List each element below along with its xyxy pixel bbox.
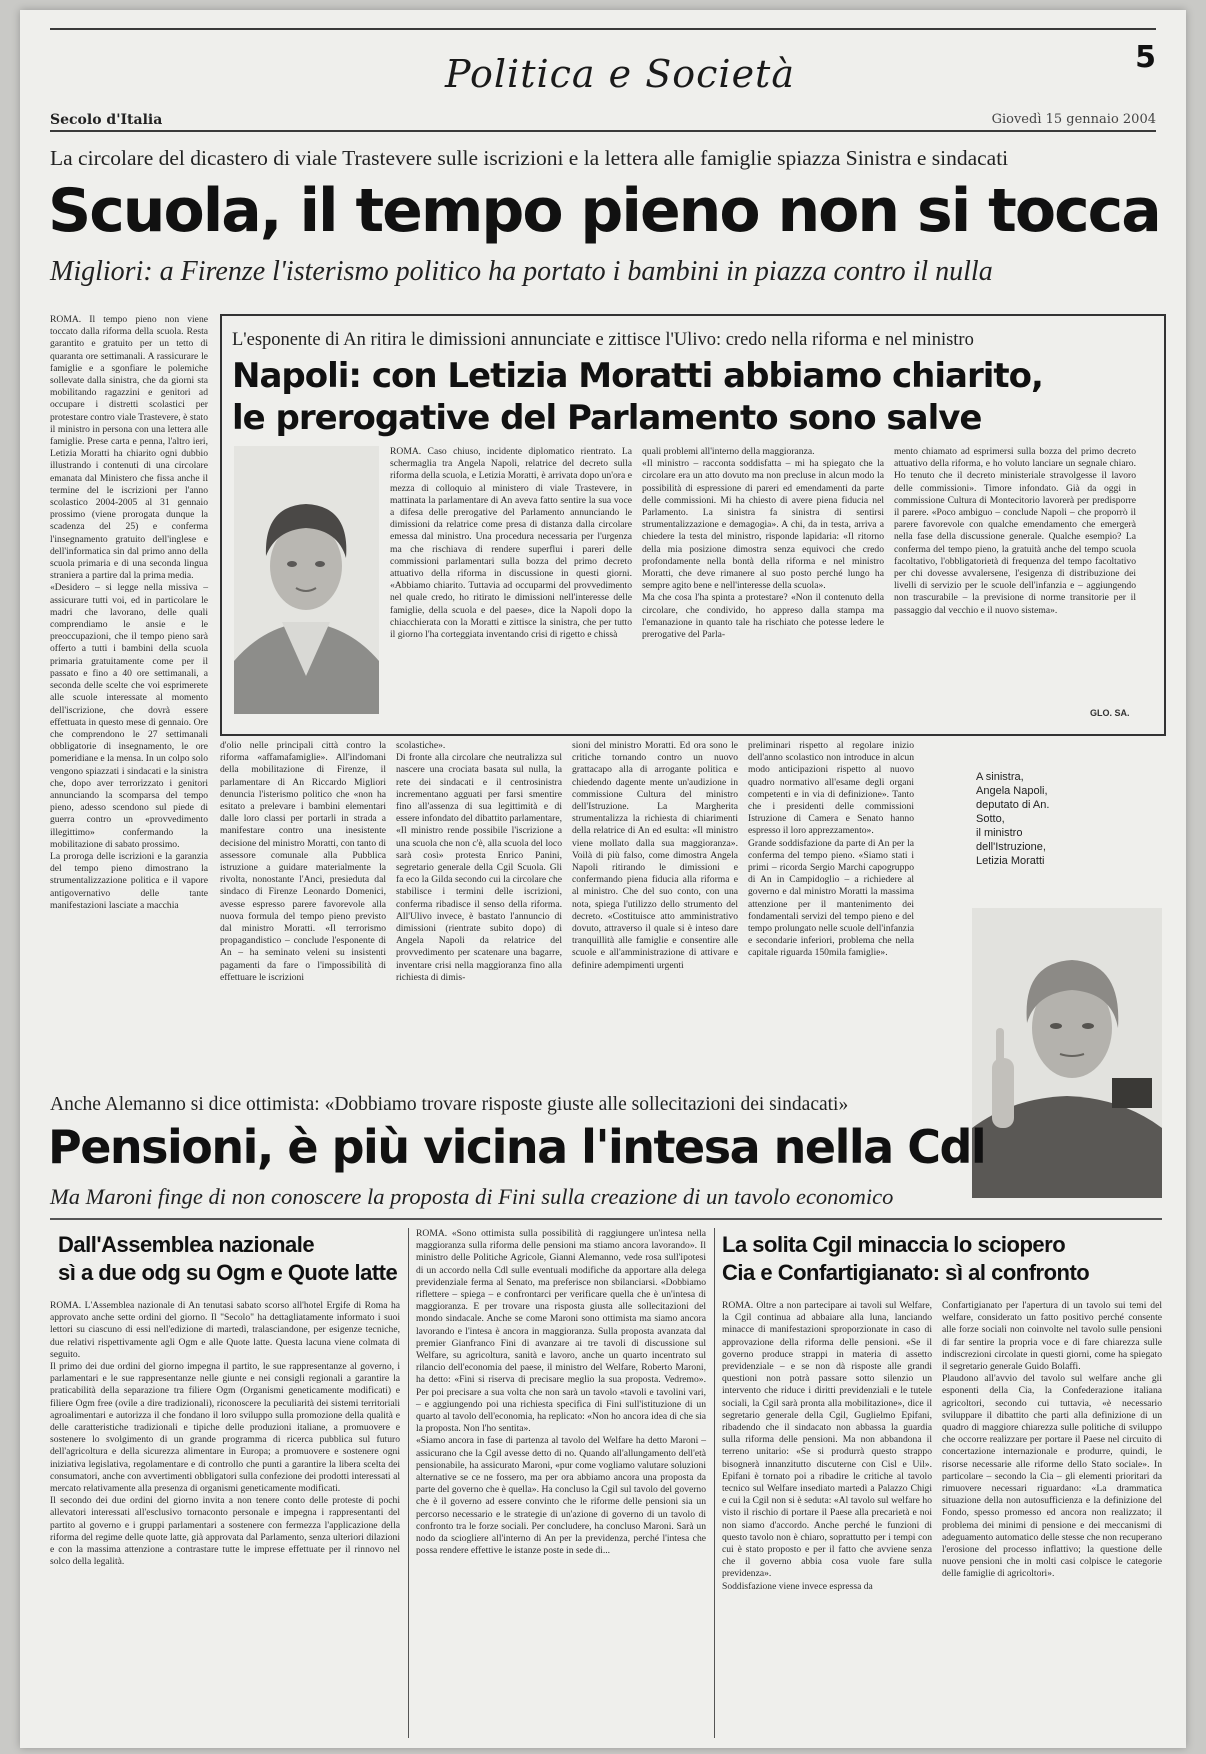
side1-headline-line1: Dall'Assemblea nazionale	[58, 1232, 315, 1257]
article1-deck: Migliori: a Firenze l'isterismo politico ha portato i bambini in piazza contro il nulla	[50, 256, 993, 287]
article2-headline-line1: Napoli: con Letizia Moratti abbiamo chiarito,	[232, 356, 1043, 396]
top-rule	[50, 28, 1156, 30]
side2-headline-line2: Cia e Confartigianato: sì al confronto	[722, 1260, 1090, 1285]
article2-column-3: mento chiamato ad esprimersi sulla bozza del primo decreto attuativo della riforma, e ho voluto lanciare un segnale chiaro. Ho tenuto che il decreto ministeriale stravolgesse il lavoro delle commissioni». Timore infondato. Già da oggi in commissione Cultura di Montecitorio lavorerà per predisporre il parere. «Poco ambiguo – conclude Napoli – che proporrò il parere favorevole con qualche emendamento che emergerà nella fase della discussione generale. Qualche esempio? La conferma del tempo pieno, la gratuità anche del tempo scuola facoltativo, l'obbligatorietà di frequenza del tempo facoltativo per chi dovesse avvalersene, l'esigenza di distribuzione dei livelli di servizio per le scuole dell'infanzia e – aggiungendo non trascurabile – la previsione di norme transitorie per il passaggio dal vecchio e il nuovo sistema».	[894, 446, 1139, 616]
article3-body: ROMA. «Sono ottimista sulla possibilità di raggiungere un'intesa nella maggioranza sulla riforma delle pensioni ma stiamo ancora lavorando». Il ministro delle Politiche Agricole, Gianni Alemanno, vede rosa sull'ipotesi di un accordo nella Cdl sulle eventuali modifiche da apportare alla delega previdenziale ferma al Senato, ma preferisce non sbilanciarsi. «Dobbiamo riflettere – spiega – e confrontarci per verificare quella che è un'intesa di maggioranza. E per trovare una risposta giusta alle sollecitazioni del mondo sindacale. Anche se come Maroni sono ottimista ma siamo ancora lavorando e l'intesa è ancora in maggioranza. Sulla proposta avanzata dal premier Gianfranco Fini di avanzare ai tre tavoli di discussione sul Welfare, su agricoltura, sanità e lavoro, anche un quarto incentrato sul rilancio dell'economia del paese, il ministro del Welfare, Roberto Maroni, ha detto: «Fini si riserva di precisare meglio la sua proposta. Vedremo». Per poi precisare a sua volta che non sarà un tavolo «tavoli e tavolini vari, – e aggiungendo poi una richiesta specifica di Fini sull'istituzione di un quarto al tavolo dell'economia, ha replicato: «Non ho ancora idea di che sia la proposta. Non l'ho sentita». «Siamo ancora in fase di partenza al tavolo del Welfare ha detto Maroni – assicurano che la Cgil avesse detto di no. Quando all'allungamento dell'età pensionabile, ha assicurato Maroni, «pur come vogliamo valutare soluzioni alternative se ce ne fossero, ma per ora abbiamo ancora una proposta da parte del governo che è quella». Ha concluso la Cgil sul tavolo del governo che è il governo ad essere convinto che le riforme delle pensioni sia un percorso necessario e le strategie di un'azione di governo di un tavolo di confronto tra le forze sociali. Per concludere, ha concluso Maroni. Sarà un nodo da sciogliere all'interno di An per la previdenza, perché l'intesa che possa rendere effettive le istanze poste in sede di...	[416, 1228, 706, 1557]
article3-deck: Ma Maroni finge di non conoscere la proposta di Fini sulla creazione di un tavolo economico	[50, 1184, 894, 1209]
article3-rule	[50, 1218, 1162, 1220]
column-rule	[408, 1228, 409, 1738]
article1-column-2: d'olio nelle principali città contro la riforma «affamafamiglie». All'indomani della mobilitazione di Firenze, il parlamentare di An Riccardo Migliori denuncia l'isterismo politico che «non ha esitato a prelevare i bambini elementari dalle loro classi per portarli in strada a manifestare contro una inesistente decisione del ministro Moratti, con tanto di assessore comunale alla Pubblica istruzione a guidare materialmente la rivolta, nonostante l'Anci, presieduta dal sindaco di Firenze Leonardo Domenici, avesse espresso parere favorevole alla nuova formula del tempo pieno previsto dal ministro Moratti. «Il terrorismo propagandistico – conclude l'esponente di An – ha seminato veleni su insistenti pagamenti da fare o l'impossibilità di effettuare le iscrizioni	[220, 740, 389, 983]
article1-column-4: sioni del ministro Moratti. Ed ora sono le critiche tornando contro un nuovo grattacapo alla di arrogante politica e chiedendo dagente mente un'audizione in commissione Cultura del ministro dell'Istruzione. La Margherita strumentalizza la richiesta di chiarimenti della relatrice di An ed esulta: «Il ministro viene mollato dalla sua maggioranza». Voilà di più falso, come dimostra Angela Napoli ritirando le dimissioni e confermando piena fiducia alla riforma e al ministro. Che del suo conto, con una nota, spiega l'utilizzo dello strumento del decreto. «Costituisce atto amministrativo dovuto, attraverso il quale si è inteso dare tranquillità alle famiglie e consentire alle scuole e all'amministrazione di attivare e definire adempimenti urgenti	[572, 740, 741, 971]
photo-letizia-moratti	[972, 908, 1162, 1198]
column-rule	[714, 1228, 715, 1738]
caption-line: il ministro	[976, 827, 1023, 839]
caption-line: A sinistra,	[976, 771, 1024, 783]
caption-line: Sotto,	[976, 813, 1005, 825]
article2-column-2: quali problemi all'interno della maggioranza. «Il ministro – racconta soddisfatta – mi ha spiegato che la circolare era un atto dovuto ma non precluse in alcun modo la possibilità di espressione di pareri ed emendamenti da parte delle commissioni. Mi ha chiesto di avere piena fiducia nel Parlamento. La sinistra fa sinistra di sentirsi strumentalizzazione e demagogia». A chi, da in testa, arriva a chiedere la testa del ministro, risponde lapidaria: «Il ritorno della mia posizione dimostra senza equivoci che credo profondamente nella bontà della riforma e nel ministro Moratti, che deve rimanere al suo posto perché lungo ha sempre agito bene e nell'interesse della scuola». Ma che cosa l'ha spinta a protestare? «Non il contenuto della circolare, che condivido, ho appreso dalla stampa ma l'emanazione in quanto tale ha rischiato che potesse ledere le prerogative del Parla-	[642, 446, 884, 641]
dateline: Giovedì 15 gennaio 2004	[991, 112, 1156, 127]
article1-column-1: ROMA. Il tempo pieno non viene toccato dalla riforma della scuola. Resta garantito e gratuito per un tetto di quaranta ore settimanali. A rassicurare le famiglie e a sgonfiare le polemiche sollevate dalla sinistra, che da giorni sta mobilitando ragazzini e genitori ad occupare i distretti scolastici per protestare contro viale Trastevere, è stato il ministro in persona con una lettera alle famiglie. Prese carta e penna, l'altro ieri, Letizia Moratti ha chiarito ogni dubbio illustrando i contenuti di una circolare emanata dal Ministero che fissa anche il termine del le iscrizioni per l'anno scolastico 2004-2005 al 31 gennaio prossimo (viene prorogata dunque la scadenza del 25) e conferma l'insegnamento gratuito dell'inglese e dell'informatica sin dal primo anno della scuola primaria e di una seconda lingua straniera a partire dal la prima media. «Desidero – si legge nella missiva – assicurare tutti voi, ed in particolare le madri che lavorano, delle quali comprendiamo le ansie e le preoccupazioni, che il tempo pieno sarà offerto a tutti i bambini della scuola primaria gratuitamente come per il passato e fino a 40 ore settimanali, a seconda delle scelte che voi esprimerete alle scuole interessate al momento dell'iscrizione, che dovrà essere effettuata in questo mese di gennaio. Ore che comprendono le 27 settimanali obbligatorie di insegnamento, le ore pomeridiane e la mensa. In un colpo solo vengono spiazzati i sindacati e la sinistra che, dopo aver terrorizzato i genitori annunciando la scomparsa del tempo pieno, adesso scendono sul piede di guerra contro un «provvedimento illegittimo» confermando la mobilitazione di sabato prossimo. La proroga delle iscrizioni e la garanzia del tempo pieno dimostrano la strumentalizzazione politica e il vapore antigovernativo delle tante manifestazioni lasciate a macchia	[50, 314, 208, 911]
header-rule	[50, 130, 1156, 132]
article3-kicker: Anche Alemanno si dice ottimista: «Dobbiamo trovare risposte giuste alle sollecitazioni dei sindacati»	[50, 1094, 849, 1115]
side1-body: ROMA. L'Assemblea nazionale di An tenutasi sabato scorso all'hotel Ergife di Roma ha approvato anche sette ordini del giorno. Il "Secolo" ha dettagliatamente informato i suoi lettori su ciascuno di essi nell'edizione di martedì, tralasciandone, per esigenze tecniche, due relativi rispettivamente agli Ogm e alle Quote latte. Questa lacuna viene colmata di seguito. Il primo dei due ordini del giorno impegna il partito, le sue rappresentanze al governo, i parlamentari e le sue rappresentanze nelle giunte e nei consigli regionali a garantire la praticabilità della separazione tra filiere Ogm (Organismi geneticamente modificati) e filiere Ogm free (ovile a dire tradizionali), riconoscere la peculiarità dei sistemi territoriali agroalimentari e autorizza il che fondano il loro sviluppo sulla promozione della qualità e delle caratteristiche tradizionali e tipiche delle produzioni italiane, a promuovere e sostenere lo svolgimento di un grande programma di ricerca pubblica sul futuro dell'agricoltura e della sicurezza alimentare in Europa; a promuovere e sostenere ogni iniziativa legislativa, regolamentare e di controllo che punti a garantire la libera scelta dei consumatori, anche con avvertimenti obbligatori sulla confezione dei prodotti interessati al mercato relativamente alla presenza di organismi geneticamente modificati. Il secondo dei due ordini del giorno invita a non tenere conto delle proteste di pochi allevatori interessati all'esclusivo tornaconto personale e impegna i rappresentanti del partito al governo e i gruppi parlamentari a sostenere con fermezza l'applicazione della riforma del regime delle quote latte, già approvata dal Parlamento, senza ulteriori dilazioni e con la massima attenzione a contrastare tutte le imprese effettuate per il rinnovo nel solco della legalità.	[50, 1300, 400, 1568]
article1-column-5: preliminari rispetto al regolare inizio dell'anno scolastico non introduce in alcun modo anticipazioni rispetto al nuovo quadro normativo all'esame degli organi competenti e in via di definizione». Tanto che i presidenti delle commissioni Istruzione di Camera e Senato hanno espresso il loro apprezzamento». Grande soddisfazione da parte di An per la conferma del tempo pieno. «Siamo stati i primi – ricorda Sergio Marchi capogruppo di An in Campidoglio – a richiedere al governo e dal ministro Moratti la massima attenzione per il mantenimento dei fondamentali servizi del tempo pieno e del tempo prolungato nelle scuole dell'infanzia e secondarie inferiori, problema che nella capitale riguarda 150mila famiglie».	[748, 740, 914, 959]
caption-line: Angela Napoli,	[976, 785, 1048, 797]
article2-headline-line2: le prerogative del Parlamento sono salve	[232, 398, 982, 438]
side2-headline-line1: La solita Cgil minaccia lo sciopero	[722, 1232, 1066, 1257]
article2-kicker: L'esponente di An ritira le dimissioni annunciate e zittisce l'Ulivo: credo nella riforma e nel ministro	[232, 330, 974, 350]
section-title: Politica e Società	[445, 52, 795, 96]
masthead: Secolo d'Italia	[50, 112, 163, 128]
portrait-napoli-image	[234, 446, 379, 714]
page-number: 5	[1135, 40, 1156, 75]
portrait-moratti-image	[972, 908, 1162, 1198]
article1-headline: Scuola, il tempo pieno non si tocca	[48, 176, 1160, 246]
caption-line: deputato di An.	[976, 799, 1050, 811]
caption-line: dell'Istruzione,	[976, 841, 1046, 853]
article1-column-3: scolastiche». Di fronte alla circolare che neutralizza sul nascere una crociata basata sul nulla, la rete dei sindacati e il centrosinistra incrementano agguati per farsi smentire fino all'assenza di sua legittimità e di essere infondato del dibattito parlamentare, «Il ministro rende possibile l'iscrizione a una scuola che non c'è, alla scuola del loco sarà così» protesta Enrico Panini, segretario generale della Cgil Scuola. Gli fa eco la Gilda secondo cui la circolare che stabilisce i termini delle iscrizioni, conferma ribadisce il senso della riforma. All'Ulivo invece, è bastato l'annuncio di dimissioni (rientrate subito dopo) di Angela Napoli da relatrice del provvedimento per scatenare una bagarre, inventare crisi nella maggioranza fino alla richiesta di dimis-	[396, 740, 562, 983]
article2-box	[220, 314, 1166, 736]
article3-headline: Pensioni, è più vicina l'intesa nella Cdl	[48, 1120, 986, 1174]
article2-signature: GLO. SA.	[1090, 708, 1130, 718]
photo-caption	[976, 770, 1096, 868]
newspaper-page	[20, 10, 1186, 1748]
photo-angela-napoli	[234, 446, 379, 714]
caption-line: Letizia Moratti	[976, 855, 1045, 867]
side2-body-column-1: ROMA. Oltre a non partecipare ai tavoli sul Welfare, la Cgil continua ad abbaiare alla luna, lanciando minacce di manifestazioni sproporzionate in caso di approvazione della riforma delle pensioni. «Se il governo produce strappi in materia di assetto previdenziale – e se non dà risposte alle grandi questioni non potrà passare sotto silenzio un intervento che riduce i diritti previdenziali e le tutele sociali, la Cgil sarà pronta alla mobilitazione», dice il segretario generale della Cgil, Guglielmo Epifani, ribadendo che il sindacato non abbassa la guardia sulla riforma delle pensioni. Ma non abbandona il terreno unitario: «Se si produrrà questo strappo bisognerà innanzitutto discuterne con Cisl e Uil». Epifani è tornato poi a ribadire le critiche al tavolo tecnico sul Welfare insediato martedì a Palazzo Chigi e cui la Cgil non si è seduta: «Al tavolo sul welfare ho visto il rischio di portare il Paese alla precarietà e noi non siamo d'accordo. Anche perché le funzioni di questo tavolo non è chiaro, soprattutto per i tempi con cui è stato proposto e per il fatto che avviene senza che il governo abbia cosa vuole fare sulla previdenza». Soddisfazione viene invece espressa da	[722, 1300, 932, 1592]
article2-column-1: ROMA. Caso chiuso, incidente diplomatico rientrato. La schermaglia tra Angela Napoli, relatrice del decreto sulla riforma della scuola, e Letizia Moratti, è arrivata dopo un'ora e mezza di colloquio al ministero di viale Trastevere, in mattinata la parlamentare di An aveva fatto sentire la sua voce a difesa delle prerogative del Parlamento annunciando le dimissioni da relatrice come presa di distanza dalla circolare emessa dal ministro. Una procedura necessaria per l'urgenza ma che rischiava di rendere superflui i pareri delle commissioni parlamentari sulla bozza del primo decreto attuativo della riforma in discussione in questi giorni. «Abbiamo chiarito. Tuttavia ad occuparmi del provvedimento nel quale credo, ho ritirato le dimissioni nell'interesse delle famiglie, della scuola e del paese», dice la Napoli dopo la chiacchierata con la Moratti e zittisce la sinistra, che per tutto il giorno l'ha corteggiata inventando crisi di rigetto e chissà	[390, 446, 635, 641]
side2-body-column-2: Confartigianato per l'apertura di un tavolo sui temi del welfare, considerato un fatto positivo perché consente alle forze sociali non coinvolte nel tavolo sulle pensioni di far sentire la propria voce e di fare chiarezza sulle indiscrezioni circolate in questi giorni, come ha spiegato il segretario generale Guido Bolaffi. Plaudono all'avvio del tavolo sul welfare anche gli esponenti della Cia, la Confederazione italiana agricoltori, secondo cui tuttavia, «è necessario sviluppare il dibattito che parti alla definizione di un quadro di maggiore chiarezza sulle politiche di sviluppo che occorre realizzare per portare il Paese nel circuito di concertazione internazionale e produrre, quindi, le risorse necessarie alle riforme dello Stato sociale». In particolare – secondo la Cia – gli elementi prioritari da rimuovere necessari riguardano: «La drammatica situazione della non autosufficienza e la definizione del Fondo, spesso promesso ed ancora non realizzato; il problema dei minimi di pensione e dei meccanismi di adeguamento automatico delle stesse che non recuperano l'erosione del processo inflattivo; la questione delle nuove pensioni che in molti casi colpisce le categorie delle famiglie di agricoltori».	[942, 1300, 1162, 1580]
article1-kicker: La circolare del dicastero di viale Trastevere sulle iscrizioni e la lettera alle famiglie spiazza Sinistra e sindacati	[50, 146, 1009, 170]
side1-headline-line2: sì a due odg su Ogm e Quote latte	[58, 1260, 398, 1285]
